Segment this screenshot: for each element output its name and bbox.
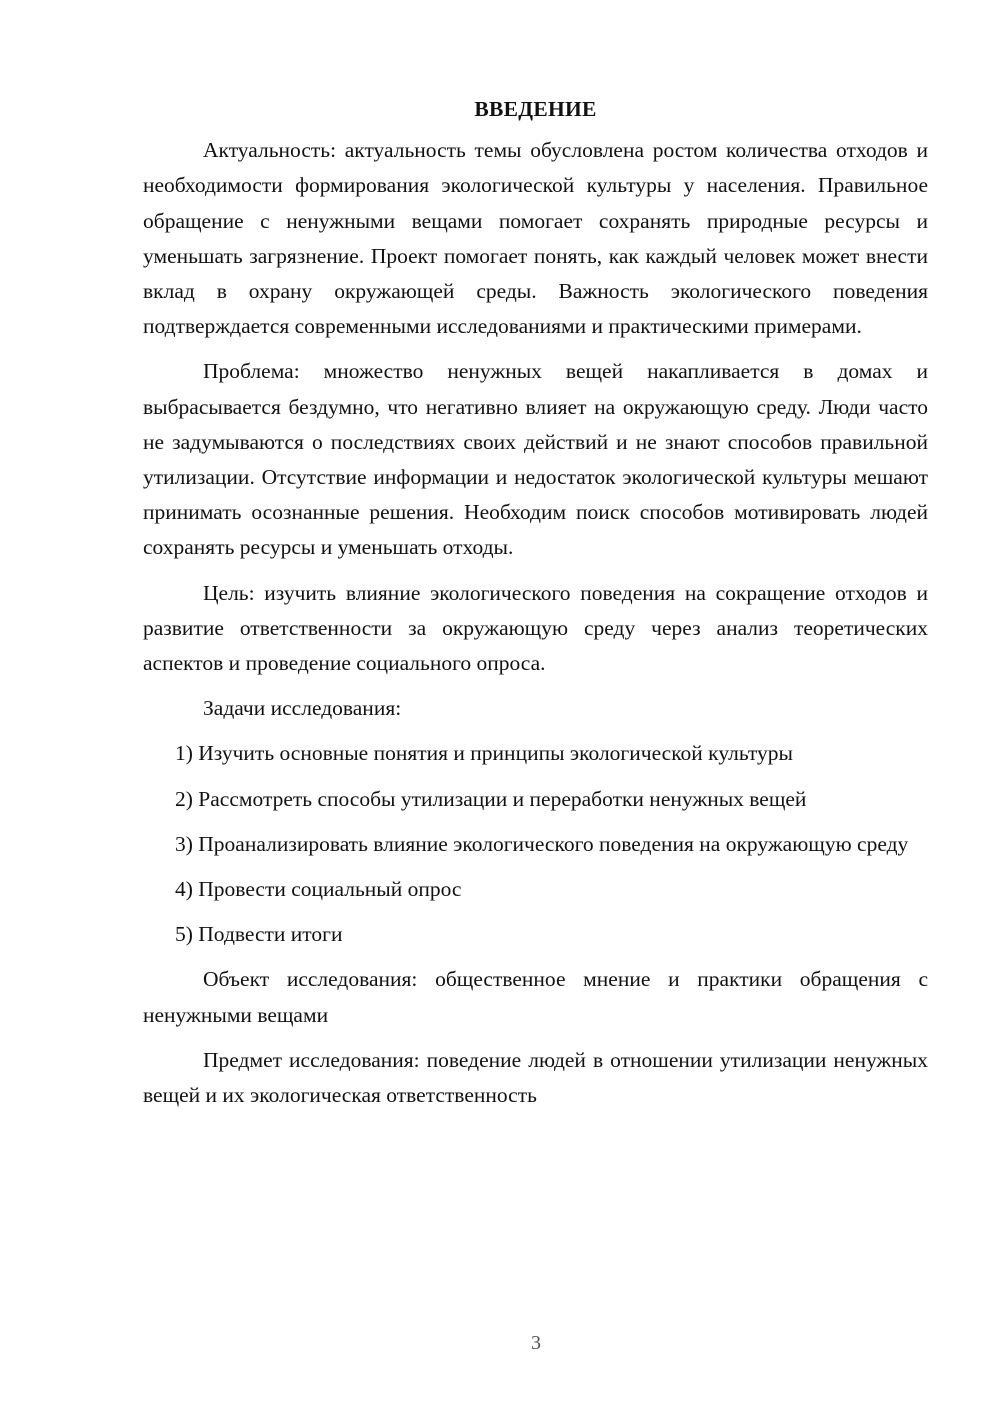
paragraph-problem: Проблема: множество ненужных вещей накапливается в домах и выбрасывается бездумно, что негативно влияет на окружающую среду. Люди часто не задумываются о последствиях своих действий и не знают способов правильной утилизации. Отсутствие информации и недостаток экологической культуры мешают принимать осознанные решения. Необходим поиск способов мотивировать людей сохранять ресурсы и уменьшать отходы.: [143, 359, 928, 560]
task-item: 1) Изучить основные понятия и принципы экологической культуры: [175, 741, 793, 766]
task-item: 3) Проанализировать влияние экологического поведения на окружающую среду: [175, 831, 909, 856]
paragraph-relevance: Актуальность: актуальность темы обусловлена ростом количества отходов и необходимости формирования экологической культуры у населения. Правильное обращение с ненужными вещами помогает сохранять природные ресурсы и уменьшать загрязнение. Проект помогает понять, как каждый человек может внести вклад в охрану окружающей среды. Важность экологического поведения подтверждается современными исследованиями и практическими примерами.: [143, 138, 928, 339]
task-item: 4) Провести социальный опрос: [175, 877, 462, 902]
paragraph-goal: Цель: изучить влияние экологического поведения на сокращение отходов и развитие ответственности за окружающую среду через анализ теоретических аспектов и проведение социального опроса.: [143, 580, 928, 676]
task-item: 5) Подвести итоги: [175, 922, 343, 947]
paragraph-object: Объект исследования: общественное мнение и практики обращения с ненужными вещами: [143, 967, 928, 1027]
document-page: [143, 92, 928, 1123]
task-item: 2) Рассмотреть способы утилизации и переработки ненужных вещей: [175, 786, 807, 811]
page-number: 3: [531, 1332, 541, 1354]
tasks-title: Задачи исследования:: [203, 696, 402, 721]
paragraph-subject: Предмет исследования: поведение людей в отношении утилизации ненужных вещей и их экологическая ответственность: [143, 1047, 928, 1108]
page-title: ВВЕДЕНИЕ: [474, 97, 597, 121]
